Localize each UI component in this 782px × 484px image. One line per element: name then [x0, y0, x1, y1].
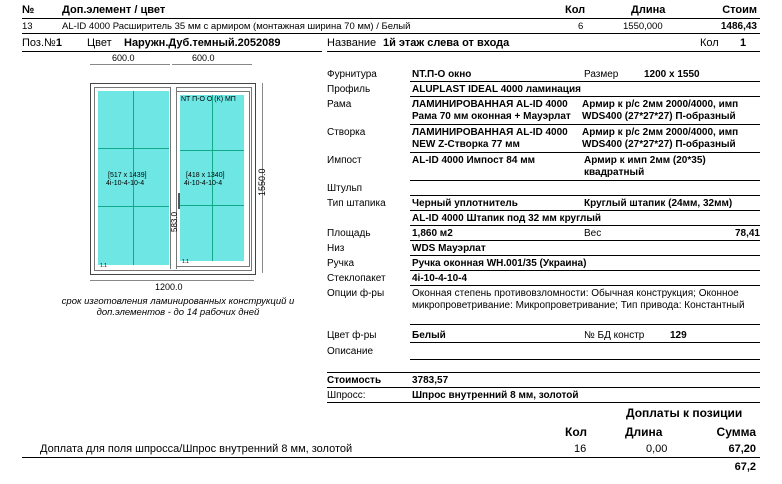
profile-value: ALUPLAST IDEAL 4000 ламинация	[412, 84, 581, 95]
row-qty: 6	[578, 21, 584, 32]
header-length: Длина	[631, 4, 666, 16]
dim-sash: 583.0	[170, 211, 179, 232]
corner-a: 1.1	[100, 263, 107, 269]
glass-value: 4i-10-4-10-4	[412, 273, 468, 284]
position-label: Поз.№1	[22, 37, 62, 49]
frame-value-a: ЛАМИНИРОВАННАЯ AL-ID 4000 Рама 70 мм оконная + Мауэрлат	[412, 99, 571, 122]
area-label: Площадь	[327, 228, 371, 239]
options-value: Оконная степень противовзломности: Обычная конструкция; Оконное микропроветривание: Микропроветривание; Тип привода: Константный	[412, 288, 745, 311]
name-value: 1й этаж слева от входа	[383, 37, 510, 49]
weight-label: Вес	[584, 228, 602, 239]
dim-right: 600.0	[192, 53, 215, 63]
header-no: №	[22, 4, 35, 16]
bead-value: AL-ID 4000 Штапик под 32 мм круглый	[412, 213, 602, 224]
shpros-label: Шпросс:	[327, 390, 366, 401]
weight-value: 78,41	[734, 228, 760, 239]
frame-value-b: Армир к р/с 2мм 2000/4000, имп WDS400 (27*27*27) П-образный	[582, 99, 739, 122]
surcharge-total: 67,2	[734, 461, 756, 473]
name-label: Название	[327, 37, 377, 49]
sash-value-b: Армир к р/с 2мм 2000/4000, имп WDS400 (27*27*27) П-образный	[582, 127, 739, 150]
frame-label: Рама	[327, 99, 352, 110]
bottom-value: WDS Мауэрлат	[412, 243, 486, 254]
dim-height: 1550.0	[257, 168, 267, 196]
production-note: срок изготовления ламинированных конструкций и доп.элементов - до 14 рабочих дней	[61, 296, 295, 318]
bottom-label: Низ	[327, 243, 345, 254]
description-label: Описание	[327, 346, 374, 357]
color-value: Наружн.Дуб.темный.2052089	[124, 37, 281, 49]
corner-b: 1.1	[182, 259, 189, 265]
sash-label: Створка	[327, 127, 366, 138]
pos-rule-left	[22, 51, 322, 52]
area-value: 1,860 м2	[412, 228, 453, 239]
color-label: Цвет	[87, 37, 112, 49]
header-rule	[22, 18, 760, 19]
fittings-value: NT.П-О окно	[412, 69, 472, 80]
row-desc: AL-ID 4000 Расширитель 35 мм с армиром (монтажная ширина 70 мм) / Белый	[62, 21, 411, 32]
fitting-color-label: Цвет ф-ры	[327, 330, 377, 341]
dim-bottom: 1200.0	[155, 282, 183, 292]
handle-label: Ручка	[327, 258, 355, 269]
left-size: [517 x 1439]	[108, 172, 147, 179]
row-length: 1550,000	[623, 21, 663, 32]
pos-qty-value: 1	[740, 37, 747, 49]
dim-left: 600.0	[112, 53, 135, 63]
mullion-value-b: Армир к имп 2мм (20*35) квадратный	[584, 155, 706, 178]
handle-value: Ручка оконная WH.001/35 (Украина)	[412, 258, 587, 269]
size-value: 1200 x 1550	[644, 69, 700, 80]
fittings-label: Фурнитура	[327, 69, 377, 80]
row-cost: 1486,43	[720, 21, 757, 32]
cost-value: 3783,57	[412, 375, 449, 386]
options-label: Опции ф-ры	[327, 288, 385, 299]
glass-label: Стеклопакет	[327, 273, 386, 284]
right-size: [418 x 1340]	[186, 172, 225, 179]
sash-value-a: ЛАМИНИРОВАННАЯ AL-ID 4000 NEW Z-Створка 77 мм	[412, 127, 568, 150]
row-no: 13	[22, 21, 33, 32]
left-glass: 4i-10-4-10-4	[106, 180, 145, 187]
bead-type-label: Тип штапика	[327, 198, 386, 209]
shtulp-label: Штульп	[327, 183, 363, 194]
row-rule	[22, 33, 760, 34]
right-glass: 4i-10-4-10-4	[184, 180, 223, 187]
surcharge-row-qty: 16	[574, 443, 587, 455]
surcharge-sum-header: Сумма	[716, 425, 756, 439]
size-label: Размер	[584, 69, 619, 80]
pos-qty-label: Кол	[700, 37, 719, 49]
mullion-label: Импост	[327, 155, 362, 166]
surcharges-title: Доплаты к позиции	[626, 406, 743, 420]
surcharge-qty-header: Кол	[565, 425, 587, 439]
surcharge-length-header: Длина	[625, 425, 663, 439]
seal-value: Черный уплотнитель	[412, 198, 518, 209]
surcharge-row-desc: Доплата для поля шпросса/Шпрос внутренний 8 мм, золотой	[40, 443, 353, 455]
bead-shape-value: Круглый штапик (24мм, 32мм)	[584, 198, 733, 209]
db-value: 129	[670, 330, 687, 341]
surcharge-row-length: 0,00	[646, 443, 668, 455]
profile-label: Профиль	[327, 84, 371, 95]
mullion-value-a: AL-ID 4000 Импост 84 мм	[412, 155, 535, 166]
cost-label: Стоимость	[327, 375, 382, 386]
handle-icon	[178, 193, 180, 209]
header-cost: Стоим	[722, 4, 757, 16]
right-type: NT П-О О (К) МП	[181, 96, 236, 103]
surcharge-row-sum: 67,20	[728, 443, 756, 455]
header-title: Доп.элемент / цвет	[62, 4, 166, 16]
fitting-color-value: Белый	[412, 330, 446, 341]
db-label: № БД констр	[584, 330, 645, 341]
shpros-value: Шпрос внутренний 8 мм, золотой	[412, 390, 579, 401]
header-qty: Кол	[565, 4, 586, 16]
pos-rule-right	[327, 51, 760, 52]
